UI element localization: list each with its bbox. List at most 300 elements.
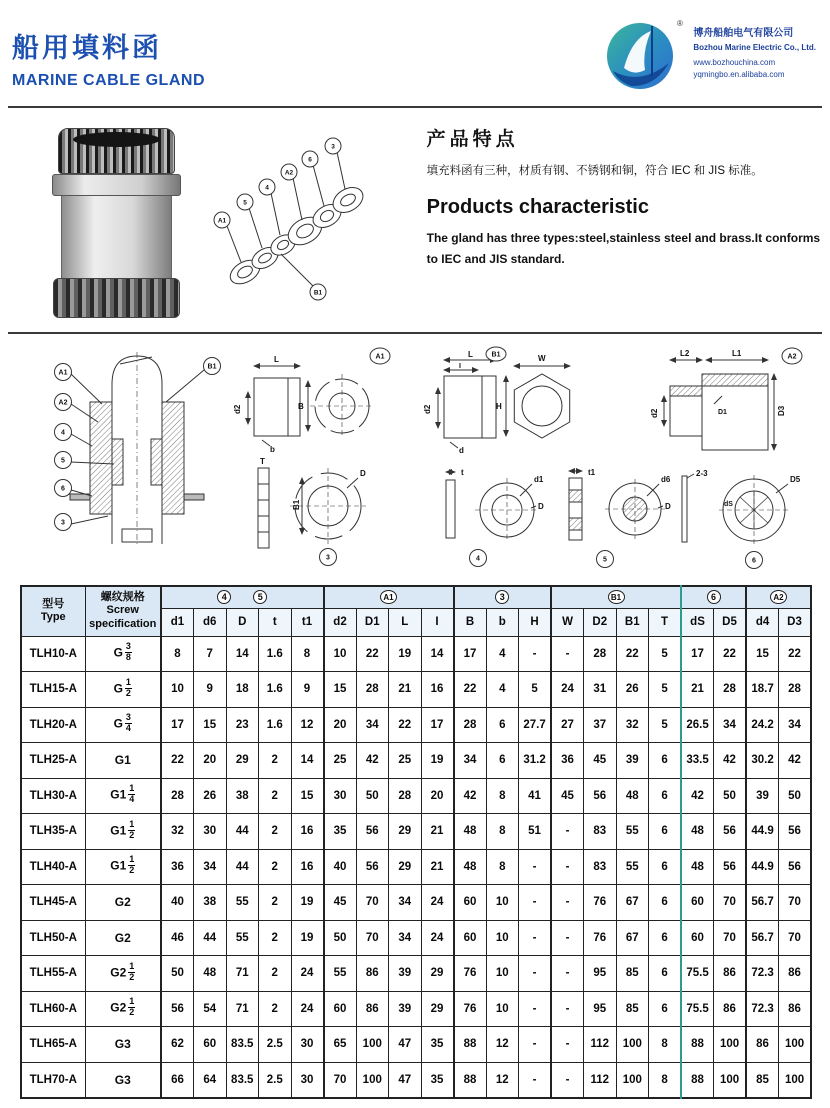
cell-dS: 48	[681, 849, 714, 885]
cell-D: 71	[226, 956, 259, 992]
cell-D2: 95	[584, 956, 617, 992]
cell-D5: 100	[714, 1062, 747, 1098]
cell-d6: 38	[194, 885, 227, 921]
cell-I: 29	[421, 956, 454, 992]
cell-type: TLH40-A	[21, 849, 85, 885]
part-a1-drawing	[233, 348, 390, 454]
cell-screw-spec: G3	[85, 1062, 161, 1098]
exploded-callout-a1: A1	[217, 217, 226, 225]
cell-d6: 20	[194, 743, 227, 779]
cell-B: 34	[454, 743, 487, 779]
cell-b: 8	[486, 778, 519, 814]
assembly-callout-6: 6	[61, 485, 65, 493]
p6-part-label: 6	[752, 557, 756, 565]
part-4-drawing	[446, 468, 544, 567]
cell-B: 42	[454, 778, 487, 814]
cell-B1: 48	[616, 778, 649, 814]
cell-D2: 76	[584, 920, 617, 956]
photo-bottom-ring	[53, 278, 180, 318]
cell-type: TLH55-A	[21, 956, 85, 992]
cell-B1: 100	[616, 1027, 649, 1063]
cell-d2: 35	[324, 814, 357, 850]
cell-d6: 34	[194, 849, 227, 885]
a1-dim-B: B	[298, 402, 304, 411]
cell-t1: 12	[291, 707, 324, 743]
cell-D5: 86	[714, 991, 747, 1027]
cell-d4: 39	[746, 778, 779, 814]
b1-part-label: B1	[491, 351, 501, 359]
assembly-callout-b1: B1	[207, 363, 217, 371]
cell-d6: 30	[194, 814, 227, 850]
p3-dim-D: D	[360, 469, 366, 478]
p6-dim-D5: D5	[790, 475, 801, 484]
cell-D3: 34	[779, 707, 812, 743]
cell-t: 2	[259, 849, 292, 885]
product-photo	[58, 128, 175, 320]
p4-part-label: 4	[476, 555, 480, 563]
cell-d1: 10	[161, 672, 194, 708]
cell-L: 39	[389, 991, 422, 1027]
cell-W: -	[551, 991, 584, 1027]
spec-table-wrap	[0, 579, 830, 1099]
group-header-4-5	[161, 586, 324, 608]
part-3-drawing	[258, 457, 366, 566]
p4-dim-d1: d1	[534, 475, 544, 484]
cell-screw-spec: G1 $\frac{1}{2}$	[85, 849, 161, 885]
cell-D1: 86	[356, 956, 389, 992]
cell-T: 6	[649, 778, 682, 814]
cell-D3: 22	[779, 636, 812, 672]
cell-L: 39	[389, 956, 422, 992]
cell-t1: 30	[291, 1062, 324, 1098]
cell-t: 2	[259, 956, 292, 992]
cell-d4: 72.3	[746, 991, 779, 1027]
cell-D5: 50	[714, 778, 747, 814]
cell-d6: 26	[194, 778, 227, 814]
cell-W: 36	[551, 743, 584, 779]
col-header-L: L	[389, 608, 422, 636]
table-row-TLH40-A	[21, 849, 811, 885]
cell-type: TLH25-A	[21, 743, 85, 779]
cell-B1: 32	[616, 707, 649, 743]
cell-W: 45	[551, 778, 584, 814]
cell-I: 24	[421, 920, 454, 956]
cell-screw-spec: G2	[85, 920, 161, 956]
part-6-drawing	[682, 469, 801, 569]
col-header-b: b	[486, 608, 519, 636]
a2-dim-D3: D3	[777, 405, 786, 416]
cell-screw-spec: G1	[85, 743, 161, 779]
cell-D: 55	[226, 885, 259, 921]
cell-H: -	[519, 920, 552, 956]
cell-H: 31.2	[519, 743, 552, 779]
title-block	[12, 26, 205, 102]
cell-t1: 14	[291, 743, 324, 779]
cell-D3: 56	[779, 814, 812, 850]
cell-B1: 55	[616, 849, 649, 885]
cell-D2: 112	[584, 1027, 617, 1063]
cell-I: 17	[421, 707, 454, 743]
cell-D2: 112	[584, 1062, 617, 1098]
cell-D3: 50	[779, 778, 812, 814]
cell-B1: 26	[616, 672, 649, 708]
cell-dS: 88	[681, 1062, 714, 1098]
cell-B: 22	[454, 672, 487, 708]
cell-d4: 72.3	[746, 956, 779, 992]
cell-D2: 31	[584, 672, 617, 708]
cell-d2: 25	[324, 743, 357, 779]
cell-D1: 86	[356, 991, 389, 1027]
p3-dim-T: T	[260, 457, 265, 466]
cell-D1: 22	[356, 636, 389, 672]
part-a2-drawing	[650, 348, 802, 450]
cell-t1: 16	[291, 814, 324, 850]
brand-block	[604, 14, 816, 102]
part-badge-3: 3	[495, 590, 509, 604]
table-row-TLH50-A	[21, 920, 811, 956]
cell-T: 5	[649, 707, 682, 743]
a2-part-label: A2	[787, 353, 797, 361]
cell-t1: 24	[291, 991, 324, 1027]
cell-screw-spec: G $\frac{1}{2}$	[85, 672, 161, 708]
cell-b: 8	[486, 814, 519, 850]
cell-d6: 15	[194, 707, 227, 743]
cell-dS: 60	[681, 885, 714, 921]
cell-B1: 55	[616, 814, 649, 850]
cell-T: 8	[649, 1027, 682, 1063]
p3-part-label: 3	[326, 554, 330, 562]
group-header-3	[454, 586, 552, 608]
brand-text	[693, 27, 816, 102]
cell-t1: 24	[291, 956, 324, 992]
col-header-d1: d1	[161, 608, 194, 636]
cell-t1: 8	[291, 636, 324, 672]
cell-screw-spec: G $\frac{3}{4}$	[85, 707, 161, 743]
a2-dim-D1: D1	[718, 409, 727, 416]
cell-W: -	[551, 1062, 584, 1098]
cell-L: 29	[389, 849, 422, 885]
cell-I: 24	[421, 885, 454, 921]
cell-t: 2.5	[259, 1062, 292, 1098]
cell-B: 28	[454, 707, 487, 743]
cell-dS: 33.5	[681, 743, 714, 779]
p4-dim-D: D	[538, 502, 544, 511]
part-b1-drawing	[423, 347, 570, 455]
col-header-d4: d4	[746, 608, 779, 636]
cell-d4: 56.7	[746, 885, 779, 921]
table-row-TLH20-A	[21, 707, 811, 743]
cell-type: TLH15-A	[21, 672, 85, 708]
cell-B: 48	[454, 814, 487, 850]
b1-dim-d2: d2	[423, 404, 432, 414]
cell-d6: 60	[194, 1027, 227, 1063]
cell-d2: 60	[324, 991, 357, 1027]
cell-d6: 54	[194, 991, 227, 1027]
cell-type: TLH60-A	[21, 991, 85, 1027]
cell-H: 5	[519, 672, 552, 708]
part-badge-4: 4	[217, 590, 231, 604]
cell-D: 44	[226, 814, 259, 850]
cell-L: 19	[389, 636, 422, 672]
cell-screw-spec: G2	[85, 885, 161, 921]
company-site-1: www.bozhouchina.com	[693, 58, 776, 68]
cell-d1: 32	[161, 814, 194, 850]
cell-D5: 100	[714, 1027, 747, 1063]
table-row-TLH45-A	[21, 885, 811, 921]
cell-L: 34	[389, 885, 422, 921]
cell-t: 1.6	[259, 672, 292, 708]
cell-d2: 65	[324, 1027, 357, 1063]
cell-D5: 56	[714, 814, 747, 850]
cell-B: 48	[454, 849, 487, 885]
cell-t1: 19	[291, 885, 324, 921]
cell-D5: 28	[714, 672, 747, 708]
cell-d2: 20	[324, 707, 357, 743]
cell-screw-spec: G1 $\frac{1}{4}$	[85, 778, 161, 814]
a2-dim-d2: d2	[650, 408, 659, 418]
p5-dim-D: D	[665, 502, 671, 511]
spec-table	[20, 585, 812, 1099]
cell-dS: 48	[681, 814, 714, 850]
cell-D3: 28	[779, 672, 812, 708]
cell-b: 12	[486, 1027, 519, 1063]
photo-top-ring	[58, 128, 175, 174]
cell-b: 10	[486, 885, 519, 921]
cell-type: TLH35-A	[21, 814, 85, 850]
cell-d4: 85	[746, 1062, 779, 1098]
cell-d4: 44.9	[746, 814, 779, 850]
cell-dS: 88	[681, 1027, 714, 1063]
registered-mark: ®	[677, 19, 684, 28]
cell-D: 29	[226, 743, 259, 779]
cell-d4: 30.2	[746, 743, 779, 779]
cell-W: -	[551, 920, 584, 956]
cell-d1: 17	[161, 707, 194, 743]
cell-type: TLH10-A	[21, 636, 85, 672]
group-header-B1	[551, 586, 681, 608]
cell-d2: 50	[324, 920, 357, 956]
cell-B: 17	[454, 636, 487, 672]
cell-d2: 70	[324, 1062, 357, 1098]
cell-W: 24	[551, 672, 584, 708]
cell-D5: 56	[714, 849, 747, 885]
part-badge-A1: A1	[380, 590, 397, 604]
cell-dS: 75.5	[681, 956, 714, 992]
cell-t1: 15	[291, 778, 324, 814]
cell-D: 55	[226, 920, 259, 956]
group-header-A2	[746, 586, 811, 608]
b1-dim-I: I	[459, 363, 461, 370]
cell-I: 35	[421, 1062, 454, 1098]
cell-D5: 34	[714, 707, 747, 743]
p3-dim-B1: B1	[292, 499, 301, 510]
assembly-callout-4: 4	[61, 429, 65, 437]
cell-d6: 7	[194, 636, 227, 672]
cell-d4: 44.9	[746, 849, 779, 885]
page-title-en: MARINE CABLE GLAND	[12, 72, 205, 89]
cell-screw-spec: G2 $\frac{1}{2}$	[85, 991, 161, 1027]
exploded-drawing	[205, 134, 395, 319]
cell-type: TLH65-A	[21, 1027, 85, 1063]
cell-D1: 42	[356, 743, 389, 779]
part-5-drawing	[569, 468, 671, 568]
group-header-A1	[324, 586, 454, 608]
cell-D3: 100	[779, 1062, 812, 1098]
cell-T: 5	[649, 636, 682, 672]
table-row-TLH35-A	[21, 814, 811, 850]
col-header-D3: D3	[779, 608, 812, 636]
cell-B1: 85	[616, 956, 649, 992]
part-badge-6: 6	[707, 590, 721, 604]
cell-W: -	[551, 885, 584, 921]
cell-d6: 44	[194, 920, 227, 956]
cell-D2: 28	[584, 636, 617, 672]
cell-H: -	[519, 885, 552, 921]
cell-dS: 21	[681, 672, 714, 708]
assembly-callout-a1: A1	[58, 369, 68, 377]
col-header-D: D	[226, 608, 259, 636]
exploded-callout-6: 6	[307, 156, 312, 164]
cell-I: 21	[421, 849, 454, 885]
cell-d1: 36	[161, 849, 194, 885]
cell-B1: 39	[616, 743, 649, 779]
cell-W: 27	[551, 707, 584, 743]
cell-I: 21	[421, 814, 454, 850]
cell-D3: 86	[779, 956, 812, 992]
cell-I: 14	[421, 636, 454, 672]
features-block	[427, 122, 822, 322]
cell-D1: 100	[356, 1027, 389, 1063]
cell-type: TLH30-A	[21, 778, 85, 814]
cell-H: 51	[519, 814, 552, 850]
cell-D: 83.5	[226, 1062, 259, 1098]
cell-b: 6	[486, 707, 519, 743]
cell-D2: 45	[584, 743, 617, 779]
cell-t: 2.5	[259, 1027, 292, 1063]
cell-d1: 8	[161, 636, 194, 672]
cell-d4: 56.7	[746, 920, 779, 956]
cell-D2: 76	[584, 885, 617, 921]
assembly-drawing	[55, 352, 221, 546]
cell-L: 47	[389, 1027, 422, 1063]
col-header-D5: D5	[714, 608, 747, 636]
cell-L: 25	[389, 743, 422, 779]
page-header	[0, 0, 830, 102]
cell-d1: 46	[161, 920, 194, 956]
cell-D1: 50	[356, 778, 389, 814]
cell-D: 23	[226, 707, 259, 743]
cell-H: 41	[519, 778, 552, 814]
cell-D5: 42	[714, 743, 747, 779]
cell-dS: 75.5	[681, 991, 714, 1027]
cell-d1: 28	[161, 778, 194, 814]
assembly-callout-3: 3	[61, 519, 65, 527]
part-badge-B1: B1	[608, 590, 625, 604]
cell-b: 10	[486, 991, 519, 1027]
col-header-T: T	[649, 608, 682, 636]
exploded-callout-4: 4	[264, 184, 269, 192]
cell-D2: 83	[584, 814, 617, 850]
cell-t: 2	[259, 991, 292, 1027]
cell-H: -	[519, 849, 552, 885]
exploded-callout-5: 5	[242, 199, 247, 207]
company-logo-icon	[604, 14, 686, 100]
cell-L: 22	[389, 707, 422, 743]
cell-d1: 50	[161, 956, 194, 992]
cell-L: 47	[389, 1062, 422, 1098]
cell-b: 4	[486, 672, 519, 708]
cell-b: 6	[486, 743, 519, 779]
cell-d1: 40	[161, 885, 194, 921]
cell-b: 8	[486, 849, 519, 885]
a1-part-label: A1	[375, 353, 385, 361]
table-row-TLH15-A	[21, 672, 811, 708]
p4-dim-t: t	[461, 468, 464, 477]
table-row-TLH70-A	[21, 1062, 811, 1098]
col-header-screw-spec: 螺纹规格 Screw specification	[85, 586, 161, 636]
col-header-W: W	[551, 608, 584, 636]
col-header-d6: d6	[194, 608, 227, 636]
cell-L: 34	[389, 920, 422, 956]
cell-B: 88	[454, 1062, 487, 1098]
cell-T: 6	[649, 956, 682, 992]
cell-t1: 16	[291, 849, 324, 885]
cell-I: 16	[421, 672, 454, 708]
cell-I: 35	[421, 1027, 454, 1063]
cell-D: 44	[226, 849, 259, 885]
cell-screw-spec: G1 $\frac{1}{2}$	[85, 814, 161, 850]
cell-L: 29	[389, 814, 422, 850]
cell-W: -	[551, 814, 584, 850]
cell-H: 27.7	[519, 707, 552, 743]
cell-b: 10	[486, 956, 519, 992]
cell-H: -	[519, 1027, 552, 1063]
cell-D1: 34	[356, 707, 389, 743]
cell-D3: 42	[779, 743, 812, 779]
cell-d4: 24.2	[746, 707, 779, 743]
a2-dim-L1: L1	[732, 349, 742, 358]
cell-D3: 70	[779, 885, 812, 921]
cell-screw-spec: G $\frac{3}{8}$	[85, 636, 161, 672]
cell-T: 6	[649, 743, 682, 779]
cell-B: 76	[454, 991, 487, 1027]
cell-D: 14	[226, 636, 259, 672]
cell-H: -	[519, 1062, 552, 1098]
part-badge-A2: A2	[770, 590, 787, 604]
p5-part-label: 5	[603, 556, 607, 564]
cell-d4: 86	[746, 1027, 779, 1063]
cell-d2: 55	[324, 956, 357, 992]
p5-dim-d6: d6	[661, 475, 671, 484]
cell-t1: 19	[291, 920, 324, 956]
cell-D2: 95	[584, 991, 617, 1027]
cell-d2: 30	[324, 778, 357, 814]
col-header-I: I	[421, 608, 454, 636]
cell-W: -	[551, 849, 584, 885]
cell-dS: 60	[681, 920, 714, 956]
cell-D: 71	[226, 991, 259, 1027]
cell-B1: 67	[616, 885, 649, 921]
cell-D3: 86	[779, 991, 812, 1027]
features-heading-cn: 产品特点	[426, 129, 519, 150]
a2-dim-L2: L2	[680, 349, 690, 358]
cell-D3: 70	[779, 920, 812, 956]
technical-drawings	[0, 334, 830, 579]
cell-T: 6	[649, 849, 682, 885]
table-row-TLH25-A	[21, 743, 811, 779]
cell-B1: 85	[616, 991, 649, 1027]
col-header-t1: t1	[291, 608, 324, 636]
